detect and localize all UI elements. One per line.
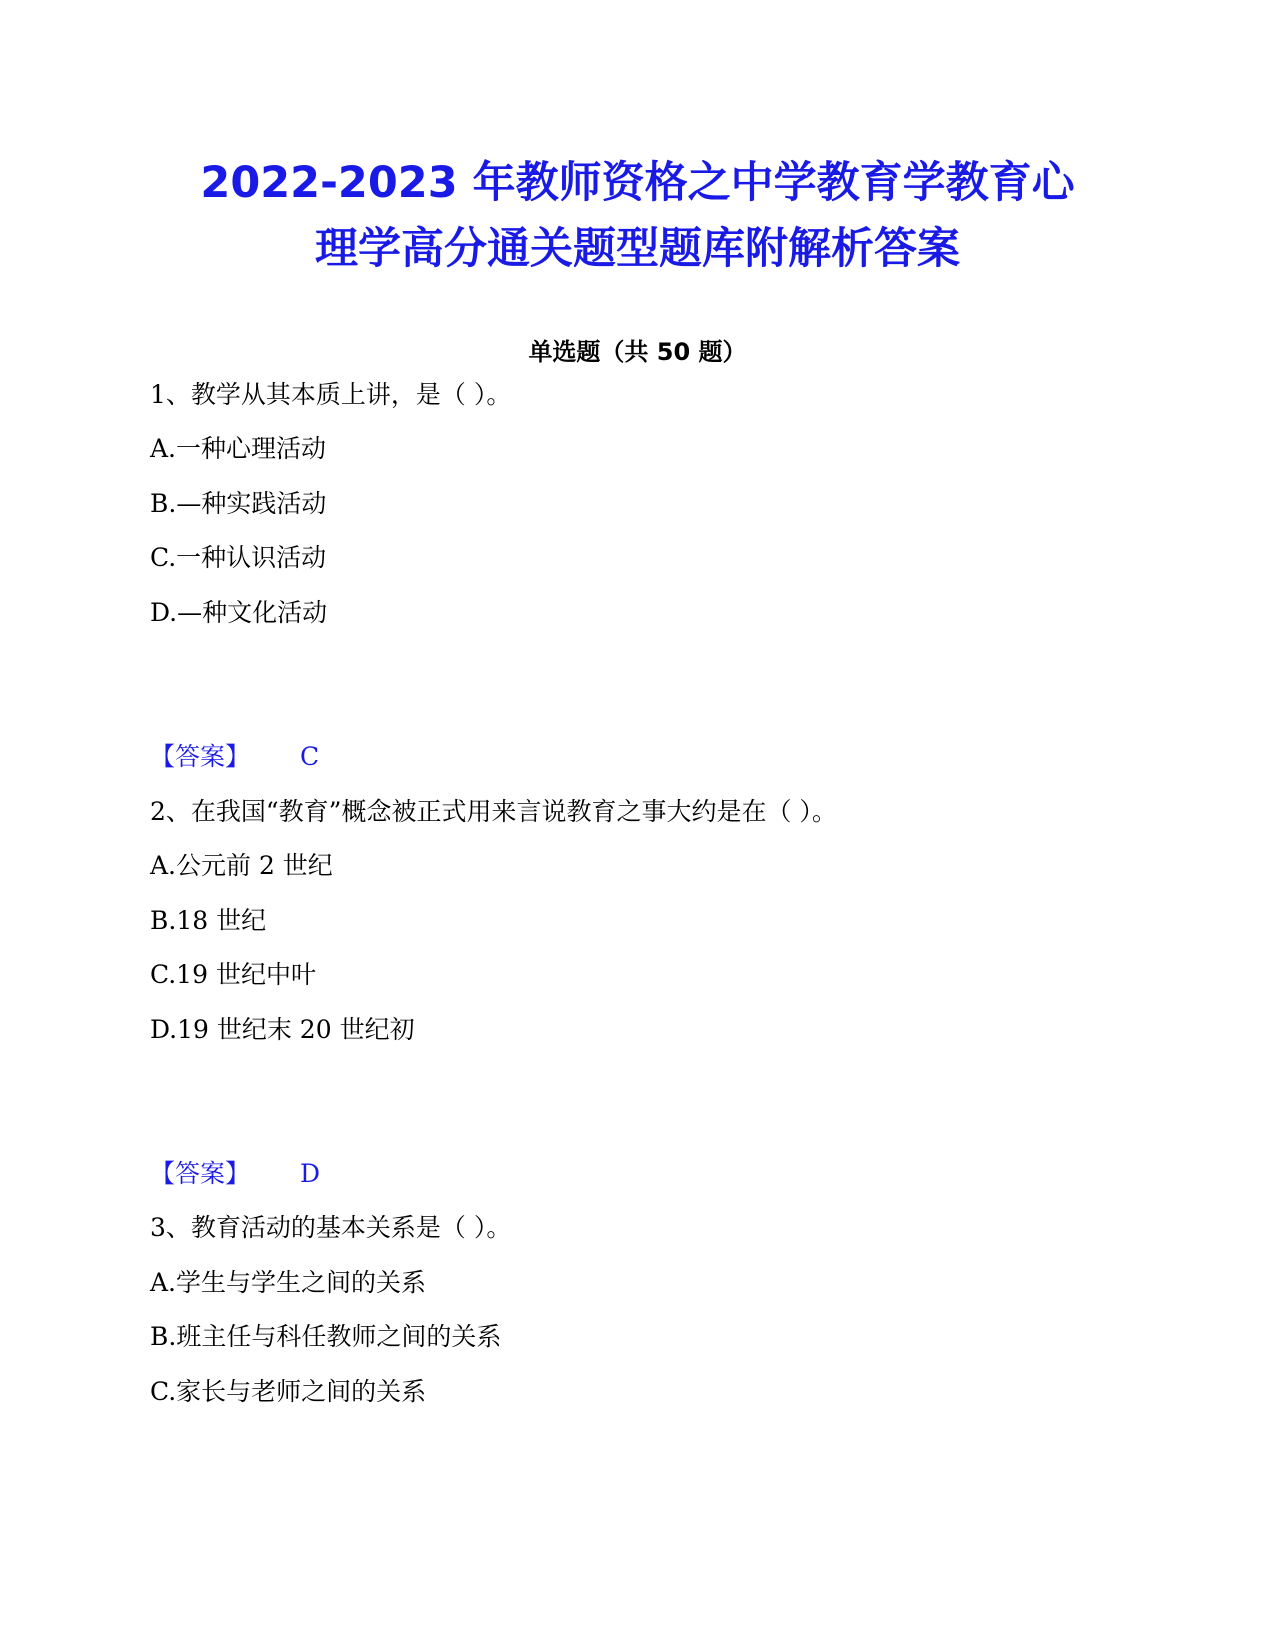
question-2-option-b: B.18 世纪 — [150, 906, 267, 935]
answer-value: D — [300, 1159, 321, 1188]
question-1-option-d: D.—种文化活动 — [150, 598, 328, 627]
question-2-option-c: C.19 世纪中叶 — [150, 960, 316, 989]
question-2-answer — [150, 1157, 320, 1191]
answer-value: C — [300, 742, 320, 771]
question-1-option-c: C.一种认识活动 — [150, 543, 327, 572]
question-2-option-d: D.19 世纪末 20 世纪初 — [150, 1015, 415, 1044]
question-3-stem: 3、教育活动的基本关系是（ ）。 — [150, 1213, 512, 1242]
question-1-answer — [150, 740, 319, 774]
question-3-option-c: C.家长与老师之间的关系 — [150, 1377, 427, 1406]
question-1-option-b: B.—种实践活动 — [150, 489, 327, 518]
question-3-option-a: A.学生与学生之间的关系 — [150, 1268, 427, 1297]
question-1-stem: 1、教学从其本质上讲，是（ ）。 — [150, 380, 512, 409]
answer-label: 【答案】 — [150, 742, 251, 771]
answer-label: 【答案】 — [150, 1159, 251, 1188]
question-2-option-a: A.公元前 2 世纪 — [150, 851, 333, 880]
section-heading: 单选题（共 50 题） — [528, 338, 747, 366]
title-line-1: 2022-2023 年教师资格之中学教育学教育心 — [200, 158, 1075, 208]
question-1-option-a: A.一种心理活动 — [150, 434, 327, 463]
title-line-2: 理学高分通关题型题库附解析答案 — [315, 224, 960, 274]
question-2-stem: 2、在我国“教育”概念被正式用来言说教育之事大约是在（ ）。 — [150, 797, 837, 826]
document-title — [0, 150, 1275, 282]
question-3-option-b: B.班主任与科任教师之间的关系 — [150, 1322, 502, 1351]
